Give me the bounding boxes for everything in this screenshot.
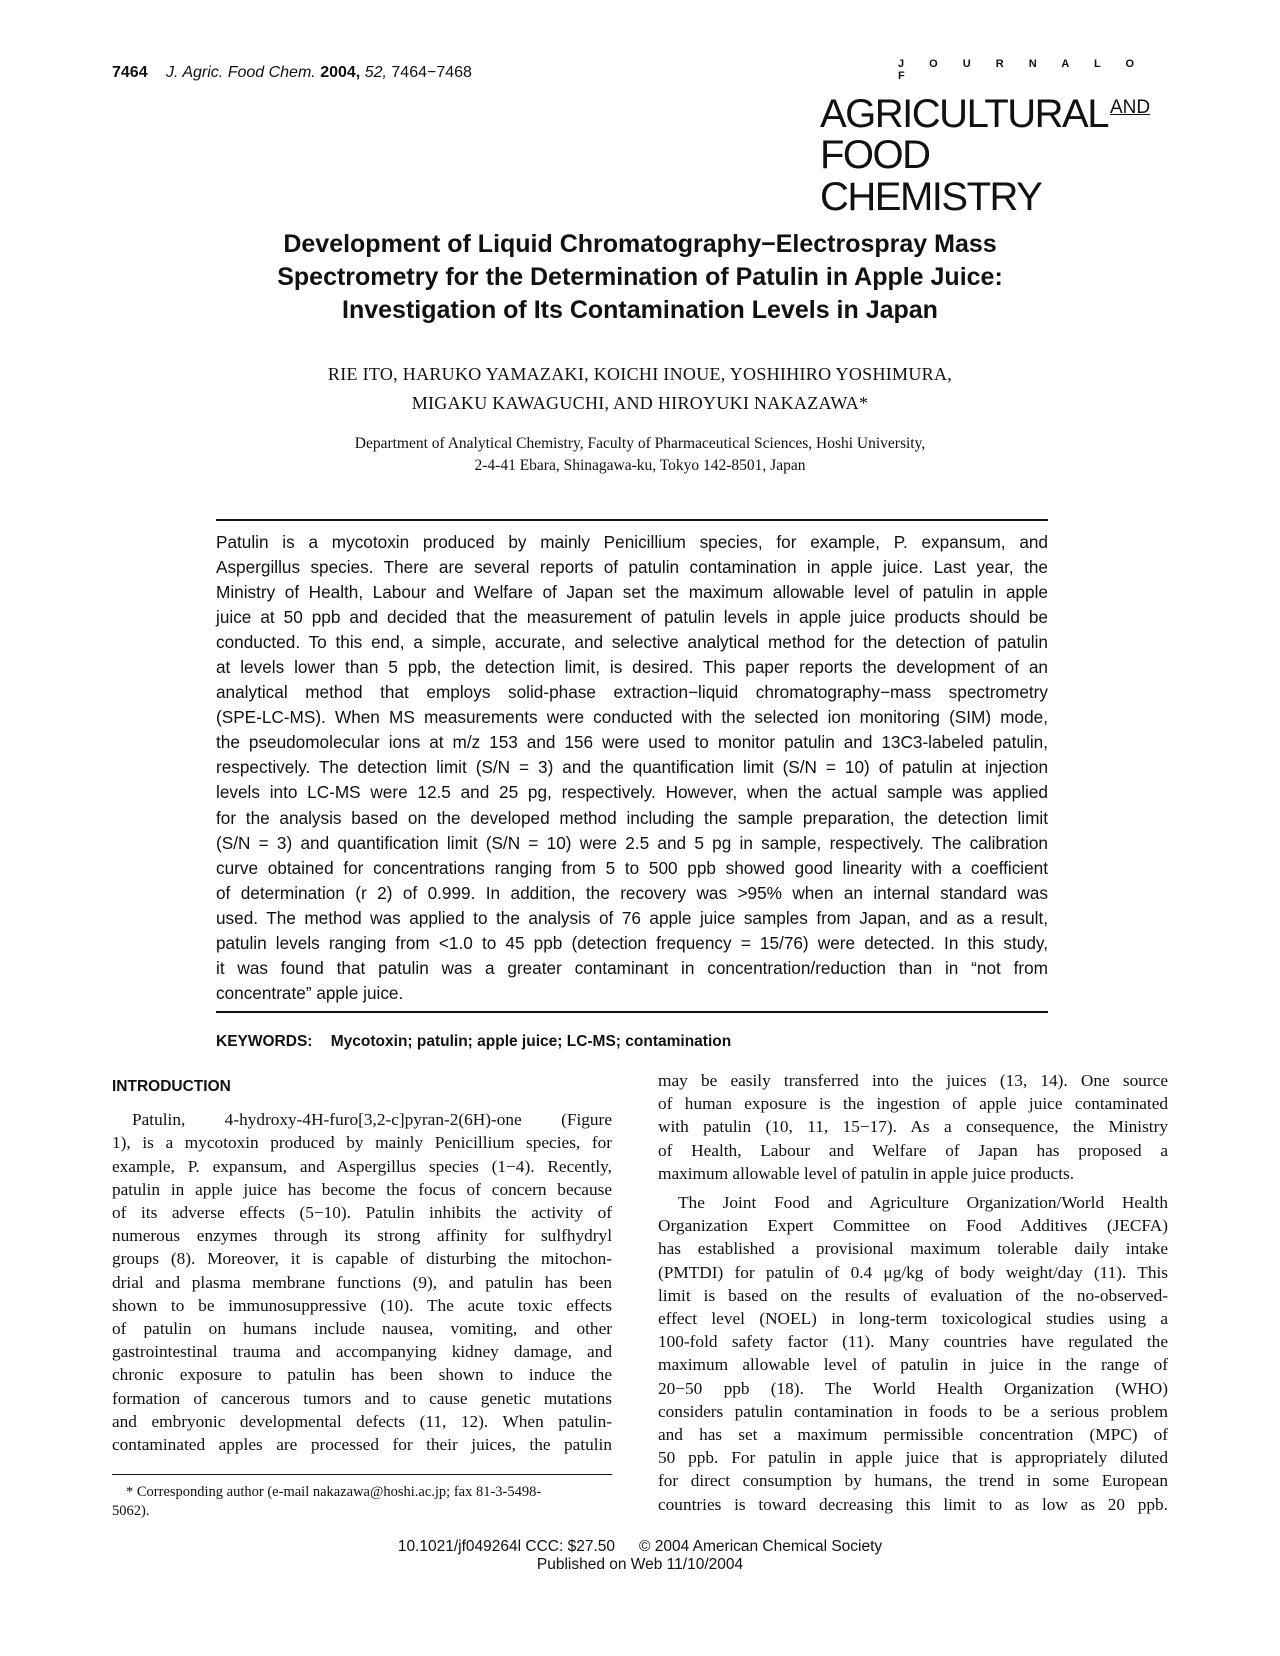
- body-line: (PMTDI) for patulin of 0.4 μg/kg of body weight/day (11). This: [658, 1262, 1168, 1282]
- article-title: [180, 228, 1100, 327]
- abstract-line: (S/N = 3) and quantification limit (S/N = 10) were 2.5 and 5 pg in sample, respectively. The calibration: [216, 832, 1048, 853]
- author-line: MIGAKU KAWAGUCHI, AND HIROYUKI NAKAZAWA*: [411, 393, 869, 413]
- body-line: 100-fold safety factor (11). Many countries have regulated the: [658, 1332, 1168, 1352]
- body-line: numerous enzymes through its strong affinity for sulfhydryl: [112, 1226, 612, 1246]
- keywords-text: Mycotoxin; patulin; apple juice; LC-MS; contamination: [330, 1033, 732, 1050]
- abstract-line: the pseudomolecular ions at m/z 153 and 156 were used to monitor patulin and 13C3-labeled patulin,: [216, 732, 1048, 753]
- logo-and: AND: [1109, 97, 1151, 118]
- body-line: example, P. expansum, and Aspergillus species (1−4). Recently,: [112, 1156, 612, 1176]
- footnote-line: 5062).: [112, 1503, 150, 1519]
- abstract-line: levels into LC-MS were 12.5 and 25 pg, respectively. However, when the actual sample was applied: [216, 782, 1048, 803]
- abstract-line: used. The method was applied to the analysis of 76 apple juice samples from Japan, and as a result,: [216, 907, 1048, 928]
- abstract-line: Aspergillus species. There are several reports of patulin contamination in apple juice. Last year, the: [216, 557, 1048, 578]
- abstract-line: curve obtained for concentrations ranging from 5 to 500 ppb showed good linearity with a coefficient: [216, 857, 1048, 878]
- body-line: limit is based on the results of evaluation of the no-observed-: [658, 1285, 1168, 1305]
- abstract-line: concentrate” apple juice.: [216, 982, 404, 1003]
- body-line: 20−50 ppb (18). The World Health Organization (WHO): [658, 1378, 1168, 1398]
- body-line: of human exposure is the ingestion of apple juice contaminated: [658, 1094, 1168, 1114]
- abstract-line: conducted. To this end, a simple, accurate, and selective analytical method for the detection of patulin: [216, 632, 1048, 653]
- affiliation-line: Department of Analytical Chemistry, Faculty of Pharmaceutical Sciences, Hoshi University,: [354, 435, 926, 452]
- journal-year: 2004,: [320, 64, 361, 81]
- abstract-line: Ministry of Health, Labour and Welfare of Japan set the maximum allowable level of patulin in apple: [216, 582, 1048, 603]
- abstract-line: Patulin is a mycotoxin produced by mainly Penicillium species, for example, P. expansum, and: [216, 532, 1048, 552]
- section-heading-introduction: INTRODUCTION: [112, 1078, 231, 1095]
- body-line: groups (8). Moreover, it is capable of disturbing the mitochon-: [112, 1249, 612, 1269]
- affiliation-line: 2-4-41 Ebara, Shinagawa-ku, Tokyo 142-8501, Japan: [474, 457, 806, 474]
- abstract-line: for the analysis based on the developed method including the sample preparation, the detection limit: [216, 807, 1048, 828]
- journal-pages: 7464−7468: [391, 64, 472, 81]
- copyright-text: © 2004 American Chemical Society: [639, 1538, 883, 1555]
- body-line: 50 ppb. For patulin in apple juice that is appropriately diluted: [658, 1448, 1168, 1468]
- abstract-line: (SPE-LC-MS). When MS measurements were conducted with the selected ion monitoring (SIM) mode,: [216, 707, 1048, 728]
- body-line: maximum allowable level of patulin in juice in the range of: [658, 1355, 1168, 1375]
- abstract-line: juice at 50 ppb and decided that the measurement of patulin levels in apple juice products should be: [216, 607, 1048, 628]
- author-list: [180, 360, 1100, 418]
- abstract-line: at levels lower than 5 ppb, the detection limit, is desired. This paper reports the development of an: [216, 657, 1048, 678]
- body-line: with patulin (10, 11, 15−17). As a consequence, the Ministry: [658, 1117, 1168, 1137]
- logo-journal-of: J O U R N A L O F: [898, 58, 1146, 82]
- running-header: [112, 64, 472, 82]
- abstract-line: it was found that patulin was a greater contaminant in concentration/reduction than in “not from: [216, 957, 1048, 978]
- abstract-top-rule: [216, 519, 1048, 521]
- body-line: of its adverse effects (5−10). Patulin inhibits the activity of: [112, 1203, 612, 1223]
- title-line: Spectrometry for the Determination of Patulin in Apple Juice:: [277, 263, 1003, 291]
- body-column-right: [658, 1069, 1168, 1516]
- published-date: Published on Web 11/10/2004: [536, 1556, 744, 1573]
- footnote-line: * Corresponding author (e-mail nakazawa@hoshi.ac.jp; fax 81-3-5498-: [126, 1484, 542, 1500]
- body-line: patulin in apple juice has become the focus of concern because: [112, 1179, 612, 1199]
- body-line: 1), is a mycotoxin produced by mainly Penicillium species, for: [112, 1133, 612, 1153]
- page-footer: [0, 1538, 1280, 1574]
- body-line: for direct consumption by humans, the trend in some European: [658, 1471, 1168, 1491]
- body-line: The Joint Food and Agriculture Organization/World Health: [678, 1193, 1168, 1213]
- body-line: contaminated apples are processed for their juices, the patulin: [112, 1435, 612, 1455]
- logo-agricultural: AGRICULTURAL: [820, 92, 1108, 136]
- author-line: RIE ITO, HARUKO YAMAZAKI, KOICHI INOUE, YOSHIHIRO YOSHIMURA,: [327, 364, 953, 384]
- footnote-rule: [112, 1474, 612, 1475]
- logo-line-2: FOOD CHEMISTRY: [820, 133, 1042, 219]
- body-line: maximum allowable level of patulin in apple juice products.: [658, 1163, 1075, 1183]
- body-line: effect level (NOEL) in long-term toxicological studies using a: [658, 1309, 1168, 1329]
- body-line: countries is toward decreasing this limit to as low as 20 ppb.: [658, 1494, 1168, 1514]
- abstract-bottom-rule: [216, 1011, 1048, 1013]
- body-line: of patulin on humans include nausea, vomiting, and other: [112, 1319, 612, 1339]
- abstract-line: patulin levels ranging from <1.0 to 45 ppb (detection frequency = 15/76) were detected. In this study,: [216, 932, 1048, 953]
- body-line: of Health, Labour and Welfare of Japan has proposed a: [658, 1140, 1168, 1160]
- body-line: and embryonic developmental defects (11, 12). When patulin-: [112, 1411, 612, 1431]
- body-line: may be easily transferred into the juices (13, 14). One source: [658, 1071, 1168, 1090]
- title-line: Investigation of Its Contamination Levels in Japan: [342, 296, 938, 324]
- body-line: and has set a maximum permissible concentration (MPC) of: [658, 1425, 1168, 1445]
- keywords-label: KEYWORDS:: [216, 1033, 313, 1050]
- body-line: Organization Expert Committee on Food Additives (JECFA): [658, 1216, 1168, 1236]
- body-line: considers patulin contamination in foods to be a serious problem: [658, 1401, 1168, 1421]
- body-line: chronic exposure to patulin has been shown to induce the: [112, 1365, 612, 1385]
- body-line: formation of cancerous tumors and to cause genetic mutations: [112, 1388, 612, 1408]
- body-column-left: [112, 1075, 612, 1456]
- body-line: shown to be immunosuppressive (10). The acute toxic effects: [112, 1295, 612, 1315]
- keywords: [216, 1033, 731, 1051]
- abstract-line: of determination (r 2) of 0.999. In addition, the recovery was >95% when an internal standard was: [216, 882, 1048, 903]
- doi-line: [0, 1538, 1280, 1556]
- abstract: [216, 530, 1048, 1006]
- body-line: has established a provisional maximum tolerable daily intake: [658, 1239, 1168, 1259]
- doi-text: 10.1021/jf049264l CCC: $27.50: [397, 1538, 615, 1555]
- body-line: Patulin, 4-hydroxy-4H-furo[3,2-c]pyran-2(6H)-one (Figure: [132, 1110, 612, 1130]
- affiliation: [180, 433, 1100, 477]
- journal-volume: 52,: [364, 64, 387, 81]
- footnote: [112, 1483, 612, 1521]
- logo-line-1: [820, 88, 1160, 134]
- journal-name: J. Agric. Food Chem.: [166, 64, 316, 81]
- title-line: Development of Liquid Chromatography−Electrospray Mass: [283, 230, 997, 258]
- abstract-line: analytical method that employs solid-phase extraction−liquid chromatography−mass spectrometry: [216, 682, 1048, 703]
- page-number: 7464: [112, 64, 148, 81]
- body-line: gastrointestinal trauma and accompanying kidney damage, and: [112, 1342, 612, 1362]
- journal-logo: [820, 58, 1160, 218]
- abstract-line: respectively. The detection limit (S/N = 3) and the quantification limit (S/N = 10) of patulin at injection: [216, 757, 1048, 778]
- body-line: drial and plasma membrane functions (9), and patulin has been: [112, 1272, 612, 1292]
